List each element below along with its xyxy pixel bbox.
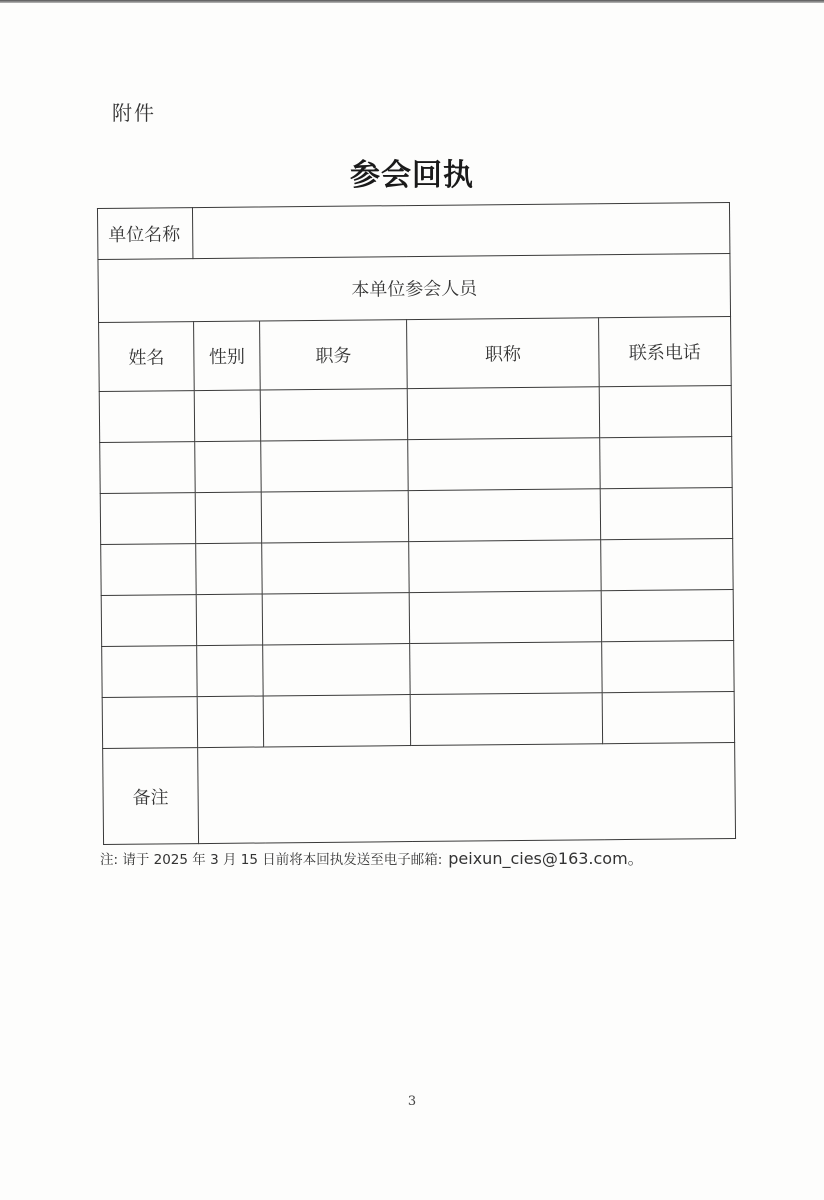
cell-gender[interactable] <box>195 492 261 544</box>
column-header-gender: 性别 <box>194 321 261 391</box>
cell-name[interactable] <box>101 544 196 596</box>
staff-section-label: 本单位参会人员 <box>98 253 731 322</box>
cell-phone[interactable] <box>602 640 734 692</box>
cell-gender[interactable] <box>196 594 262 646</box>
unit-name-field[interactable] <box>192 202 729 258</box>
cell-title[interactable] <box>408 438 600 491</box>
cell-title[interactable] <box>410 642 602 695</box>
staff-section-row <box>98 253 731 322</box>
cell-name[interactable] <box>99 391 194 443</box>
table-row <box>101 589 733 646</box>
reply-form-table <box>97 202 736 845</box>
table-row <box>101 538 733 595</box>
unit-name-row <box>97 202 729 259</box>
cell-title[interactable] <box>408 489 600 542</box>
remark-label: 备注 <box>103 748 199 845</box>
table-row <box>100 487 732 544</box>
cell-name[interactable] <box>102 646 197 698</box>
scan-top-edge <box>0 0 824 3</box>
document-title: 参会回执 <box>350 158 474 193</box>
cell-title[interactable] <box>410 693 602 746</box>
column-header-name: 姓名 <box>99 322 195 392</box>
cell-gender[interactable] <box>194 390 260 442</box>
submission-note <box>100 846 644 869</box>
note-text: 注: 请于 2025 年 3 月 15 日前将本回执发送至电子邮箱: <box>100 852 443 868</box>
cell-position[interactable] <box>261 440 408 492</box>
cell-phone[interactable] <box>601 538 733 590</box>
cell-position[interactable] <box>262 593 409 645</box>
cell-title[interactable] <box>409 591 601 644</box>
cell-phone[interactable] <box>601 589 733 641</box>
cell-gender[interactable] <box>197 645 263 697</box>
remark-row <box>103 742 736 844</box>
cell-name[interactable] <box>100 493 195 545</box>
cell-title[interactable] <box>409 540 601 593</box>
cell-phone[interactable] <box>599 385 731 437</box>
cell-name[interactable] <box>102 697 197 749</box>
column-header-position: 职务 <box>260 320 408 390</box>
column-header-title: 职称 <box>407 318 600 389</box>
page-number: 3 <box>407 1094 417 1109</box>
cell-position[interactable] <box>261 491 408 543</box>
cell-phone[interactable] <box>600 487 732 539</box>
cell-position[interactable] <box>262 542 409 594</box>
cell-name[interactable] <box>101 595 196 647</box>
remark-field[interactable] <box>198 742 736 843</box>
cell-phone[interactable] <box>602 691 734 743</box>
cell-gender[interactable] <box>196 543 262 595</box>
cell-phone[interactable] <box>600 436 732 488</box>
table-header-row <box>99 316 732 391</box>
attachment-label: 附件 <box>112 101 156 125</box>
cell-title[interactable] <box>407 387 599 440</box>
cell-name[interactable] <box>100 442 195 494</box>
cell-gender[interactable] <box>195 441 261 493</box>
cell-gender[interactable] <box>197 696 263 748</box>
table-row <box>100 436 732 493</box>
cell-position[interactable] <box>263 695 410 747</box>
table-row <box>102 640 734 697</box>
column-header-phone: 联系电话 <box>599 316 732 386</box>
unit-name-label: 单位名称 <box>97 208 192 260</box>
cell-position[interactable] <box>263 644 410 696</box>
table-row <box>99 385 731 442</box>
table-row <box>102 691 734 748</box>
note-email: peixun_cies@163.com。 <box>448 849 644 868</box>
reply-form <box>97 202 735 844</box>
cell-position[interactable] <box>260 389 407 441</box>
